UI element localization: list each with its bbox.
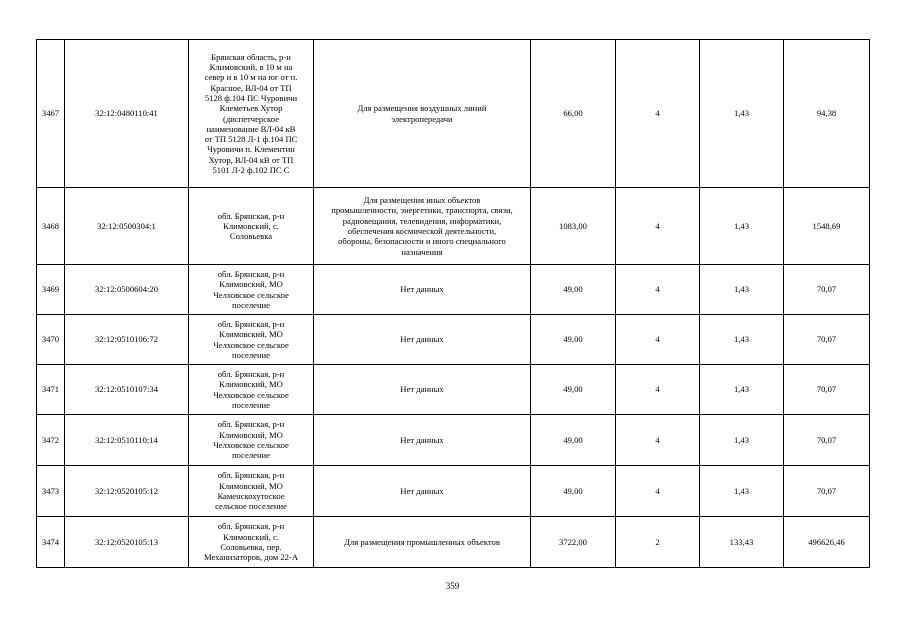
row-number-cell: 3470 bbox=[37, 315, 65, 365]
value-cell: 94,38 bbox=[784, 40, 870, 188]
cadastral-number-cell: 32:12:0500304:1 bbox=[65, 188, 189, 265]
group-cell: 4 bbox=[616, 365, 700, 415]
rate-cell: 1,43 bbox=[700, 188, 784, 265]
group-cell: 4 bbox=[616, 188, 700, 265]
group-cell: 4 bbox=[616, 315, 700, 365]
cadastral-number-cell: 32:12:0510106:72 bbox=[65, 315, 189, 365]
rate-cell: 1,43 bbox=[700, 40, 784, 188]
row-number-cell: 3474 bbox=[37, 517, 65, 568]
value-cell: 70,07 bbox=[784, 466, 870, 517]
land-use-cell: Нет данных bbox=[314, 365, 531, 415]
table-row bbox=[37, 466, 870, 517]
group-cell: 4 bbox=[616, 415, 700, 466]
land-use-cell: Нет данных bbox=[314, 265, 531, 315]
cadastral-number-cell: 32:12:0480110:41 bbox=[65, 40, 189, 188]
row-number-cell: 3468 bbox=[37, 188, 65, 265]
rate-cell: 1,43 bbox=[700, 466, 784, 517]
cadastral-number-cell: 32:12:0520105:12 bbox=[65, 466, 189, 517]
group-cell: 4 bbox=[616, 466, 700, 517]
area-cell: 66,00 bbox=[531, 40, 616, 188]
group-cell: 4 bbox=[616, 40, 700, 188]
area-cell: 49,00 bbox=[531, 466, 616, 517]
address-cell: обл. Брянская, р-н Климовский, МО Челховское сельское поселение bbox=[189, 365, 314, 415]
cadastral-number-cell: 32:12:0510107:34 bbox=[65, 365, 189, 415]
rate-cell: 1,43 bbox=[700, 415, 784, 466]
value-cell: 1548,69 bbox=[784, 188, 870, 265]
table-row bbox=[37, 517, 870, 568]
area-cell: 3722,00 bbox=[531, 517, 616, 568]
row-number-cell: 3467 bbox=[37, 40, 65, 188]
cadastral-number-cell: 32:12:0500604:20 bbox=[65, 265, 189, 315]
page-number: 359 bbox=[445, 581, 460, 591]
value-cell: 70,07 bbox=[784, 265, 870, 315]
row-number-cell: 3471 bbox=[37, 365, 65, 415]
row-number-cell: 3469 bbox=[37, 265, 65, 315]
land-use-cell: Для размещения иных объектов промышленности, энергетики, транспорта, связи, радиовещания, телевидения, информатики, обеспечения космической деятельности, обороны, безопасности и иного специального назначения bbox=[314, 188, 531, 265]
row-number-cell: 3472 bbox=[37, 415, 65, 466]
group-cell: 4 bbox=[616, 265, 700, 315]
address-cell: обл. Брянская, р-н Климовский, с. Соловьевка bbox=[189, 188, 314, 265]
land-use-cell: Нет данных bbox=[314, 315, 531, 365]
address-cell: обл. Брянская, р-н Климовский, с. Соловьевка, пер. Механизаторов, дом 22-А bbox=[189, 517, 314, 568]
rate-cell: 1,43 bbox=[700, 315, 784, 365]
table-row bbox=[37, 415, 870, 466]
cadastral-number-cell: 32:12:0510110:14 bbox=[65, 415, 189, 466]
cadastral-number-cell: 32:12:0520105:13 bbox=[65, 517, 189, 568]
rate-cell: 1,43 bbox=[700, 265, 784, 315]
address-cell: обл. Брянская, р-н Климовский, МО Челховское сельское поселение bbox=[189, 315, 314, 365]
address-cell: обл. Брянская, р-н Климовский, МО Челховское сельское поселение bbox=[189, 265, 314, 315]
land-use-cell: Для размещения промышленных объектов bbox=[314, 517, 531, 568]
value-cell: 496626,46 bbox=[784, 517, 870, 568]
group-cell: 2 bbox=[616, 517, 700, 568]
table-row bbox=[37, 188, 870, 265]
land-use-cell: Нет данных bbox=[314, 466, 531, 517]
address-cell: обл. Брянская, р-н Климовский, МО Челховское сельское поселение bbox=[189, 415, 314, 466]
cadastral-registry-table bbox=[36, 39, 870, 568]
area-cell: 49,00 bbox=[531, 415, 616, 466]
address-cell: Брянская область, р-н Климовский, в 10 м на север и в 10 м на юг от п. Красное, ВЛ-04 от ТП 5128 ф.104 ПС Чуровичи Клеметьев Хутор (диспетчерское наименование ВЛ-04 кВ от ТП 5128 Л-1 ф.104 ПС Чуровичи п. Клементин Хутор, ВЛ-04 кВ от ТП 5101 Л-2 ф.102 ПС С bbox=[189, 40, 314, 188]
area-cell: 49,00 bbox=[531, 265, 616, 315]
land-use-cell: Нет данных bbox=[314, 415, 531, 466]
table-row bbox=[37, 315, 870, 365]
table-row bbox=[37, 365, 870, 415]
address-cell: обл. Брянская, р-н Климовский, МО Каменскохутоское сельское поселение bbox=[189, 466, 314, 517]
value-cell: 70,07 bbox=[784, 365, 870, 415]
rate-cell: 133,43 bbox=[700, 517, 784, 568]
rate-cell: 1,43 bbox=[700, 365, 784, 415]
table-row bbox=[37, 265, 870, 315]
row-number-cell: 3473 bbox=[37, 466, 65, 517]
area-cell: 49,00 bbox=[531, 315, 616, 365]
value-cell: 70,07 bbox=[784, 315, 870, 365]
area-cell: 49,00 bbox=[531, 365, 616, 415]
table-row bbox=[37, 40, 870, 188]
value-cell: 70,07 bbox=[784, 415, 870, 466]
land-use-cell: Для размещения воздушных линий электропередачи bbox=[314, 40, 531, 188]
area-cell: 1083,00 bbox=[531, 188, 616, 265]
